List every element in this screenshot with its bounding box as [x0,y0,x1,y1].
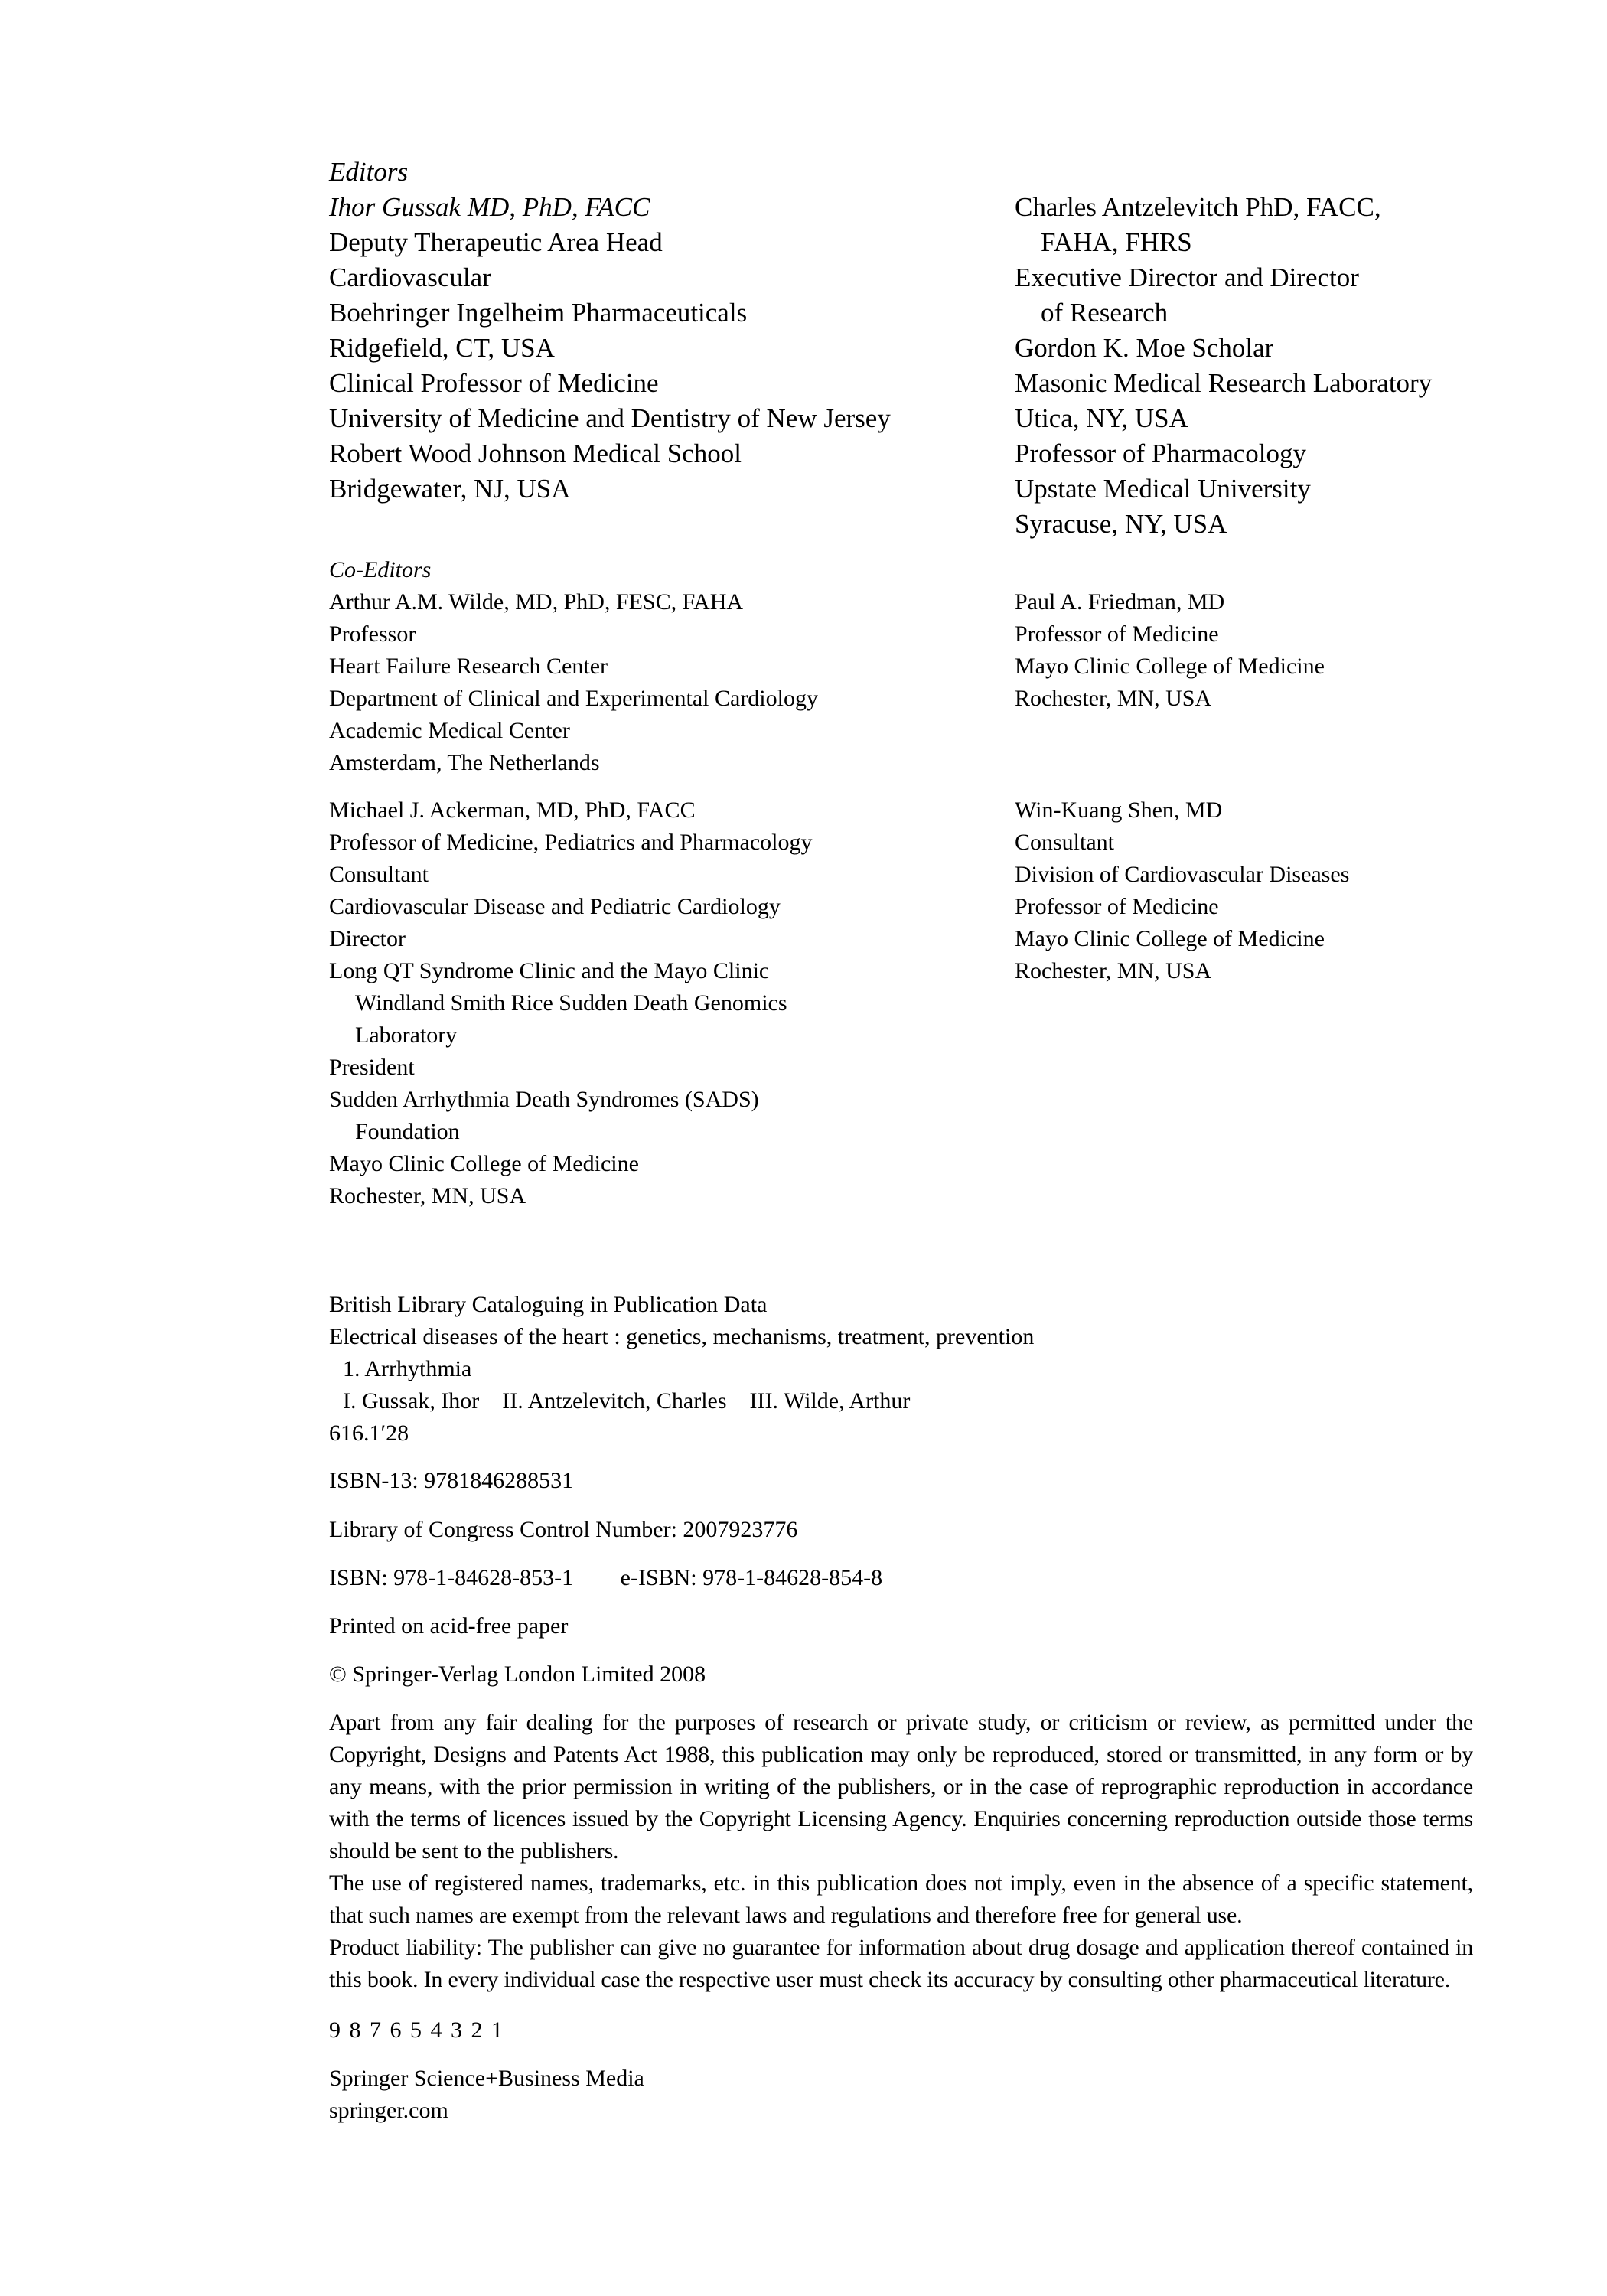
coeditor-line: Professor of Medicine [1015,894,1219,919]
editor-line: Deputy Therapeutic Area Head [329,227,663,257]
coeditor-line: Win-Kuang Shen, MD [1015,797,1223,823]
coeditor-line: Mayo Clinic College of Medicine [1015,926,1325,951]
editor-line: Ridgefield, CT, USA [329,333,555,363]
editor-line: Gordon K. Moe Scholar [1015,333,1274,363]
coeditor-line-cont: Laboratory [355,1022,458,1048]
editors-heading: Editors [329,157,409,187]
coeditor-line: Department of Clinical and Experimental Cardiology [329,686,818,711]
publisher-website: springer.com [329,2098,448,2123]
editor-line: Utica, NY, USA [1015,403,1188,433]
coeditor-line: Academic Medical Center [329,718,570,743]
coeditor-line: Consultant [1015,830,1115,855]
publisher-name: Springer Science+Business Media [329,2066,644,2091]
editor-gussak [329,190,891,507]
editor-line: Executive Director and Director [1015,263,1359,292]
coeditor-line: Mayo Clinic College of Medicine [1015,654,1325,679]
paper-note: Printed on acid-free paper [329,1613,569,1639]
cataloguing-data [329,1289,1034,1450]
coeditors-heading: Co-Editors [329,557,432,582]
coeditor-line: Michael J. Ackerman, MD, PhD, FACC [329,797,696,823]
editor-line: Syracuse, NY, USA [1015,509,1227,539]
isbn-electronic: e-ISBN: 978-1-84628-854-8 [620,1565,883,1590]
coeditor-line: Director [329,926,406,951]
isbn13: ISBN-13: 9781846288531 [329,1468,574,1493]
isbn-line [329,1562,882,1594]
coeditor-line: Paul A. Friedman, MD [1015,589,1225,615]
coeditor-shen [1015,794,1349,987]
coeditor-line: Rochester, MN, USA [329,1183,526,1208]
cataloguing-entries: I. Gussak, Ihor II. Antzelevitch, Charles III. Wilde, Arthur [343,1388,911,1414]
editor-name-cont: FAHA, FHRS [1041,227,1192,257]
editor-line: Cardiovascular [329,263,491,292]
coeditor-line-cont: Foundation [355,1119,460,1144]
coeditor-line: Heart Failure Research Center [329,654,608,679]
coeditor-line: Long QT Syndrome Clinic and the Mayo Clinic [329,958,770,983]
coeditor-line: Mayo Clinic College of Medicine [329,1151,639,1176]
coeditor-line: Cardiovascular Disease and Pediatric Cardiology [329,894,781,919]
coeditor-line-cont: Windland Smith Rice Sudden Death Genomics [355,990,787,1016]
coeditor-ackerman [329,794,813,1212]
coeditor-line: Consultant [329,862,429,887]
coeditor-wilde [329,586,818,779]
coeditor-line: Amsterdam, The Netherlands [329,750,600,775]
coeditor-line: Professor [329,621,416,647]
editor-line: Boehringer Ingelheim Pharmaceuticals [329,298,748,328]
printing-line: 9 8 7 6 5 4 3 2 1 [329,2017,504,2043]
coeditor-line: Sudden Arrhythmia Death Syndromes (SADS) [329,1087,759,1112]
editor-line: Upstate Medical University [1015,474,1311,504]
publisher-info [329,2063,644,2127]
editor-line-cont: of Research [1041,298,1169,328]
editor-name: Ihor Gussak MD, PhD, FACC [329,192,650,222]
legal-paragraph: The use of registered names, trademarks, etc. in this publication does not imply, even in the absence of a specific statement, that such names are exempt from the relevant laws and regulations and therefore free for general use. [329,1870,1473,1928]
cataloguing-book-title: Electrical diseases of the heart : genetics, mechanisms, treatment, prevention [329,1324,1035,1349]
cataloguing-title: British Library Cataloguing in Publication Data [329,1292,768,1317]
editor-line: Robert Wood Johnson Medical School [329,439,742,468]
editor-antzelevitch [1015,190,1432,542]
isbn-print: ISBN: 978-1-84628-853-1 [329,1565,574,1590]
coeditor-line: Professor of Medicine [1015,621,1219,647]
legal-paragraph: Apart from any fair dealing for the purposes of research or private study, or criticism or review, as permitted under the Copyright, Designs and Patents Act 1988, this publication may only be reproduced, stored or transmitted, in any form or by any means, with the prior permission in writing of the publishers, or in the case of reprographic reproduction in accordance with the terms of licences issued by the Copyright Licensing Agency. Enquiries concerning reproduction outside those terms should be sent to the publishers. [329,1710,1473,1864]
editor-line: Bridgewater, NJ, USA [329,474,571,504]
cataloguing-subject: 1. Arrhythmia [343,1356,472,1381]
coeditor-friedman [1015,586,1325,715]
coeditor-line: Professor of Medicine, Pediatrics and Pharmacology [329,830,813,855]
coeditor-line: Rochester, MN, USA [1015,686,1212,711]
editor-line: University of Medicine and Dentistry of New Jersey [329,403,891,433]
coeditor-line: Arthur A.M. Wilde, MD, PhD, FESC, FAHA [329,589,744,615]
legal-text [329,1707,1473,1996]
coeditor-line: Rochester, MN, USA [1015,958,1212,983]
coeditor-line: Division of Cardiovascular Diseases [1015,862,1350,887]
editor-name: Charles Antzelevitch PhD, FACC, [1015,192,1381,222]
copyright-notice: © Springer-Verlag London Limited 2008 [329,1662,706,1687]
coeditor-line: President [329,1055,415,1080]
editor-line: Clinical Professor of Medicine [329,368,659,398]
loc-control-number: Library of Congress Control Number: 2007923776 [329,1517,798,1542]
editor-line: Professor of Pharmacology [1015,439,1307,468]
legal-paragraph: Product liability: The publisher can give no guarantee for information about drug dosage and application thereof contained in this book. In every individual case the respective user must check its accuracy by consulting other pharmaceutical literature. [329,1935,1473,1992]
cataloguing-class: 616.1′28 [329,1420,409,1446]
editor-line: Masonic Medical Research Laboratory [1015,368,1433,398]
